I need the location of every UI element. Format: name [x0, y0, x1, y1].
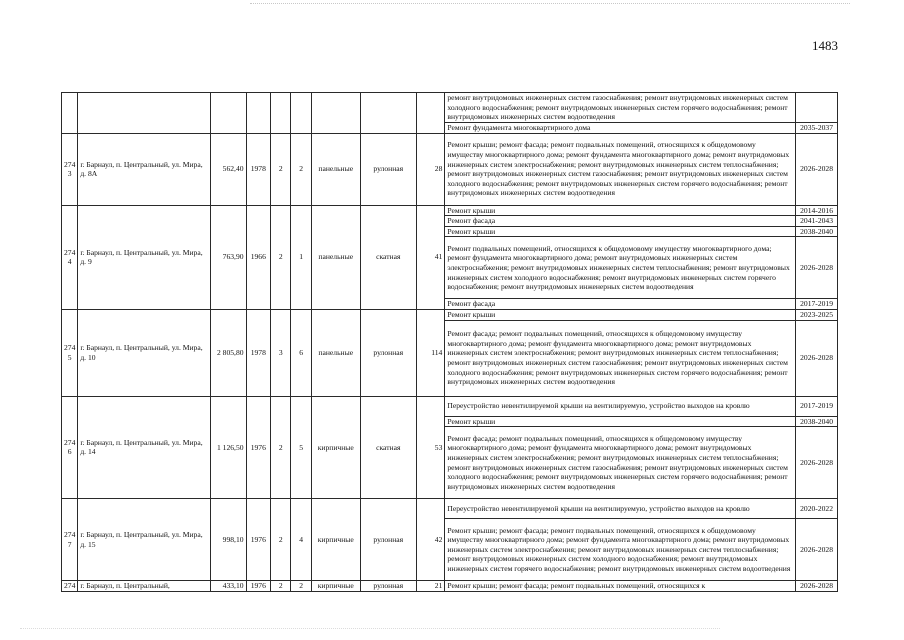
house-year — [246, 93, 270, 134]
work-period: 2017-2019 — [796, 299, 838, 310]
work-period: 2014-2016 — [796, 205, 838, 216]
house-number: 274 — [62, 581, 78, 592]
house-address: г. Барнаул, п. Центральный, ул. Мира, д. 10 — [78, 309, 211, 396]
work-description: Ремонт крыши — [445, 416, 796, 427]
house-apartments: 41 — [416, 205, 445, 309]
house-walls: кирпичные — [311, 499, 360, 581]
house-walls — [311, 93, 360, 134]
house-entrances — [291, 93, 311, 134]
house-apartments: 28 — [416, 133, 445, 205]
house-area: 998,10 — [210, 499, 246, 581]
work-description: Ремонт подвальных помещений, относящихся к общедомовому имуществу многоквартирного дома; ремонт фундамента многоквартирного дома; ремонт внутридомовых инженерных систем электроснабжения; ремонт внутридомовых инженерных систем теплоснабжения; ремонт внутридомовых инженерных систем холодного водоснабжения; ремонт внутридомовых инженерных систем горячего водоснабжения; ремонт внутридомовых инженерных систем водоотведения — [445, 237, 796, 299]
work-period: 2026-2028 — [796, 581, 838, 592]
house-number: 274 7 — [62, 499, 78, 581]
house-apartments: 53 — [416, 396, 445, 499]
house-walls: панельные — [311, 133, 360, 205]
work-description: Ремонт крыши; ремонт фасада; ремонт подвальных помещений, относящихся к общедомовому имуществу многоквартирного дома; ремонт фундамента многоквартирного дома; ремонт внутридомовых инженерных систем электроснабжения; ремонт внутридомовых инженерных систем теплоснабжения; ремонт внутридомовых инженерных систем холодного водоснабжения; ремонт внутридомовых инженерных систем горячего водоснабжения; ремонт внутридомовых инженерных систем водоотведения — [445, 519, 796, 581]
house-number: 274 5 — [62, 309, 78, 396]
work-period: 2026-2028 — [796, 519, 838, 581]
house-address: г. Барнаул, п. Центральный, ул. Мира, д. 14 — [78, 396, 211, 499]
work-period: 2026-2028 — [796, 320, 838, 396]
house-area: 2 805,80 — [210, 309, 246, 396]
house-entrances: 4 — [291, 499, 311, 581]
work-period: 2035-2037 — [796, 123, 838, 134]
house-entrances: 6 — [291, 309, 311, 396]
house-year: 1976 — [246, 499, 270, 581]
house-apartments: 21 — [416, 581, 445, 592]
work-period — [796, 93, 838, 123]
house-roof: рулонная — [360, 499, 416, 581]
work-description: Переустройство невентилируемой крыши на вентилируемую, устройство выходов на кровлю — [445, 499, 796, 519]
house-walls: панельные — [311, 205, 360, 309]
table-row — [62, 396, 838, 416]
house-entrances: 5 — [291, 396, 311, 499]
house-entrances: 2 — [291, 581, 311, 592]
table-body — [62, 93, 838, 592]
house-number: 274 6 — [62, 396, 78, 499]
house-area — [210, 93, 246, 134]
work-period: 2026-2028 — [796, 427, 838, 499]
house-number: 274 3 — [62, 133, 78, 205]
house-apartments — [416, 93, 445, 134]
table-row — [62, 581, 838, 592]
house-roof: рулонная — [360, 309, 416, 396]
house-address: г. Барнаул, п. Центральный, ул. Мира, д. 8А — [78, 133, 211, 205]
house-year: 1976 — [246, 396, 270, 499]
table-row — [62, 309, 838, 320]
house-roof: рулонная — [360, 581, 416, 592]
table-row — [62, 205, 838, 216]
house-address: г. Барнаул, п. Центральный, ул. Мира, д. 9 — [78, 205, 211, 309]
house-floors — [271, 93, 291, 134]
house-walls: кирпичные — [311, 396, 360, 499]
house-entrances: 2 — [291, 133, 311, 205]
house-area: 433,10 — [210, 581, 246, 592]
work-description: Ремонт крыши; ремонт фасада; ремонт подвальных помещений, относящихся к общедомовому имуществу многоквартирного дома; ремонт фундамента многоквартирного дома; ремонт внутридомовых инженерных систем электроснабжения; ремонт внутридомовых инженерных систем теплоснабжения; ремонт внутридомовых инженерных систем газоснабжения; ремонт внутридомовых инженерных систем холодного водоснабжения; ремонт внутридомовых инженерных систем горячего водоснабжения; ремонт внутридомовых инженерных систем водоотведения — [445, 133, 796, 205]
house-apartments: 42 — [416, 499, 445, 581]
house-floors: 2 — [271, 205, 291, 309]
work-period: 2023-2025 — [796, 309, 838, 320]
house-floors: 2 — [271, 581, 291, 592]
house-roof: рулонная — [360, 133, 416, 205]
house-year: 1976 — [246, 581, 270, 592]
house-walls: кирпичные — [311, 581, 360, 592]
house-walls: панельные — [311, 309, 360, 396]
house-roof — [360, 93, 416, 134]
house-roof: скатная — [360, 205, 416, 309]
house-year: 1978 — [246, 309, 270, 396]
house-area: 562,40 — [210, 133, 246, 205]
work-description: Ремонт фундамента многоквартирного дома — [445, 123, 796, 134]
work-description: Ремонт фасада — [445, 299, 796, 310]
work-description: Ремонт крыши — [445, 205, 796, 216]
house-roof: скатная — [360, 396, 416, 499]
house-floors: 2 — [271, 499, 291, 581]
work-description: Переустройство невентилируемой крыши на вентилируемую, устройство выходов на кровлю — [445, 396, 796, 416]
house-address — [78, 93, 211, 134]
house-apartments: 114 — [416, 309, 445, 396]
house-year: 1966 — [246, 205, 270, 309]
house-floors: 2 — [271, 396, 291, 499]
work-period: 2038-2040 — [796, 416, 838, 427]
work-period: 2041-2043 — [796, 216, 838, 227]
table-row — [62, 93, 838, 123]
work-period: 2020-2022 — [796, 499, 838, 519]
table-row — [62, 133, 838, 205]
work-description: Ремонт фасада — [445, 216, 796, 227]
capital-repair-table — [61, 92, 838, 592]
house-area: 1 126,50 — [210, 396, 246, 499]
page-number: 1483 — [812, 38, 838, 53]
house-entrances: 1 — [291, 205, 311, 309]
work-description: Ремонт фасада; ремонт подвальных помещений, относящихся к общедомовому имуществу многоквартирного дома; ремонт фундамента многоквартирного дома; ремонт внутридомовых инженерных систем электроснабжения; ремонт внутридомовых инженерных систем теплоснабжения; ремонт внутридомовых инженерных систем газоснабжения; ремонт внутридомовых инженерных систем холодного водоснабжения; ремонт внутридомовых инженерных систем горячего водоснабжения; ремонт внутридомовых инженерных систем водоотведения — [445, 320, 796, 396]
work-description: Ремонт крыши — [445, 226, 796, 237]
house-year: 1978 — [246, 133, 270, 205]
work-period: 2038-2040 — [796, 226, 838, 237]
work-description: Ремонт крыши — [445, 309, 796, 320]
house-area: 763,90 — [210, 205, 246, 309]
work-description: Ремонт крыши; ремонт фасада; ремонт подвальных помещений, относящихся к — [445, 581, 796, 592]
house-number — [62, 93, 78, 134]
work-description: ремонт внутридомовых инженерных систем газоснабжения; ремонт внутридомовых инженерных систем холодного водоснабжения; ремонт внутридомовых инженерных систем горячего водоснабжения; ремонт внутридомовых инженерных систем водоотведения — [445, 93, 796, 123]
house-number: 274 4 — [62, 205, 78, 309]
house-floors: 2 — [271, 133, 291, 205]
work-description: Ремонт фасада; ремонт подвальных помещений, относящихся к общедомовому имуществу многоквартирного дома; ремонт фундамента многоквартирного дома; ремонт внутридомовых инженерных систем электроснабжения; ремонт внутридомовых инженерных систем теплоснабжения; ремонт внутридомовых инженерных систем газоснабжения; ремонт внутридомовых инженерных систем холодного водоснабжения; ремонт внутридомовых инженерных систем горячего водоснабжения; ремонт внутридомовых инженерных систем водоотведения — [445, 427, 796, 499]
work-period: 2026-2028 — [796, 237, 838, 299]
scan-top-rule — [250, 3, 850, 4]
house-floors: 3 — [271, 309, 291, 396]
work-period: 2026-2028 — [796, 133, 838, 205]
work-period: 2017-2019 — [796, 396, 838, 416]
house-address: г. Барнаул, п. Центральный, ул. Мира, д. 15 — [78, 499, 211, 581]
scan-bottom-noise — [20, 628, 720, 629]
house-address: г. Барнаул, п. Центральный, — [78, 581, 211, 592]
table-row — [62, 499, 838, 519]
